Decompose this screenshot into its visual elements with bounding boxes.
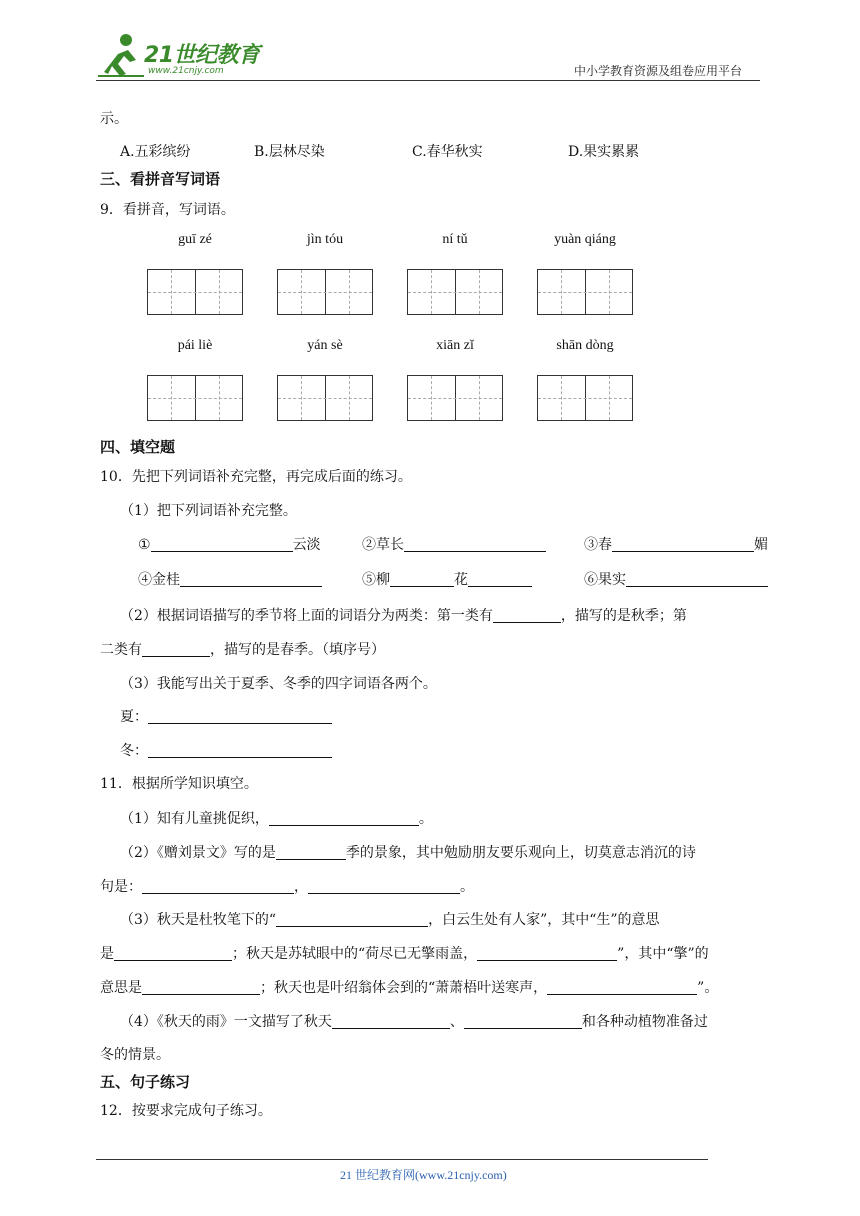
fill-item-6: ⑥果实 xyxy=(584,569,768,589)
answer-blank[interactable] xyxy=(142,879,294,894)
pinyin-label: xiān zǐ xyxy=(436,338,474,353)
question-10-2: （2）根据词语描写的季节将上面的词语分为两类：第一类有 ，描写的是秋季；第 xyxy=(120,608,687,624)
fill-item-3: ③春 媚 xyxy=(584,537,768,553)
writing-grid[interactable] xyxy=(277,269,373,315)
answer-blank[interactable] xyxy=(477,946,617,961)
header-platform-title: 中小学教育资源及组卷应用平台 xyxy=(574,64,743,78)
answer-blank[interactable] xyxy=(276,845,346,860)
answer-blank[interactable] xyxy=(468,572,532,587)
pinyin-label: shān dòng xyxy=(556,338,614,353)
answer-blank[interactable] xyxy=(180,572,322,587)
answer-blank[interactable] xyxy=(404,537,546,552)
pinyin-label: pái liè xyxy=(177,338,213,353)
logo-text: 21世纪教育 xyxy=(144,43,260,68)
prev-question-tail: 示。 xyxy=(100,111,128,127)
option-b: B.层林尽染 xyxy=(254,144,325,160)
question-10: 10．先把下列词语补充完整，再完成后面的练习。 xyxy=(100,469,412,485)
section-5-title: 五、句子练习 xyxy=(100,1073,191,1091)
answer-blank[interactable] xyxy=(390,572,454,587)
option-c: C.春华秋实 xyxy=(412,144,483,160)
question-11-3-cont2: 意思是 ；秋天也是叶绍翁体会到的“萧萧梧叶送寒声， ”。 xyxy=(100,980,719,996)
summer-line: 夏： xyxy=(120,706,332,726)
answer-blank[interactable] xyxy=(626,572,768,587)
writing-grid[interactable] xyxy=(537,375,633,421)
writing-grid[interactable] xyxy=(407,375,503,421)
answer-blank[interactable] xyxy=(148,709,332,724)
fill-item-4: ④金桂 xyxy=(138,569,322,589)
footer-rule xyxy=(96,1159,708,1160)
question-11: 11．根据所学知识填空。 xyxy=(100,776,258,792)
writing-grid[interactable] xyxy=(277,375,373,421)
fill-item-1: ① 云淡 xyxy=(138,537,321,553)
answer-blank[interactable] xyxy=(151,537,293,552)
answer-blank[interactable] xyxy=(142,980,260,995)
fill-item-2: ②草长 xyxy=(362,534,546,554)
pinyin-label: guī zé xyxy=(178,232,212,247)
question-11-2: （2）《赠刘景文》写的是 季的景象，其中勉励朋友要乐观向上，切莫意志消沉的诗 xyxy=(120,845,696,861)
footer-text: 21 世纪教育网(www.21cnjy.com) xyxy=(340,1168,507,1182)
section-3-title: 三、看拼音写词语 xyxy=(100,170,221,188)
answer-blank[interactable] xyxy=(308,879,460,894)
question-11-1: （1）知有儿童挑促织， 。 xyxy=(120,811,433,827)
pinyin-label: yuàn qiáng xyxy=(554,232,616,247)
question-12: 12．按要求完成句子练习。 xyxy=(100,1103,272,1119)
answer-blank[interactable] xyxy=(114,946,232,961)
question-10-2-cont: 二类有 ，描写的是春季。（填序号） xyxy=(100,642,385,658)
answer-blank[interactable] xyxy=(493,608,561,623)
section-4-title: 四、填空题 xyxy=(100,438,176,456)
pinyin-label: jìn tóu xyxy=(306,232,344,247)
fill-item-5: ⑤柳 花 xyxy=(362,569,532,589)
writing-grid[interactable] xyxy=(537,269,633,315)
option-d: D.果实累累 xyxy=(568,144,640,160)
runner-logo-icon xyxy=(96,32,146,78)
question-10-3: （3）我能写出关于夏季、冬季的四字词语各两个。 xyxy=(120,676,437,692)
question-11-4-cont: 冬的情景。 xyxy=(100,1047,170,1063)
pinyin-label: yán sè xyxy=(307,338,343,353)
answer-blank[interactable] xyxy=(332,1014,450,1029)
winter-line: 冬： xyxy=(120,740,332,760)
answer-blank[interactable] xyxy=(148,743,332,758)
answer-blank[interactable] xyxy=(276,912,428,927)
question-11-2-cont: 句是： ， 。 xyxy=(100,879,474,895)
answer-blank[interactable] xyxy=(464,1014,582,1029)
writing-grid[interactable] xyxy=(407,269,503,315)
question-11-4: （4）《秋天的雨》一文描写了秋天 、 和各种动植物准备过 xyxy=(120,1014,708,1030)
answer-blank[interactable] xyxy=(142,642,210,657)
answer-blank[interactable] xyxy=(269,811,419,826)
question-9: 9．看拼音，写词语。 xyxy=(100,202,235,218)
option-a: A.五彩缤纷 xyxy=(120,144,191,160)
header-rule xyxy=(96,80,760,81)
question-11-3: （3）秋天是杜牧笔下的“ ，白云生处有人家”，其中“生”的意思 xyxy=(120,912,660,928)
question-10-1: （1）把下列词语补充完整。 xyxy=(120,503,297,519)
site-logo xyxy=(96,32,266,80)
pinyin-label: ní tǔ xyxy=(442,232,468,247)
writing-grid[interactable] xyxy=(147,375,243,421)
answer-blank[interactable] xyxy=(547,980,697,995)
writing-grid[interactable] xyxy=(147,269,243,315)
question-11-3-cont: 是 ；秋天是苏轼眼中的“荷尽已无擎雨盖， ”，其中“擎”的 xyxy=(100,946,709,962)
logo-url: www.21cnjy.com xyxy=(148,66,224,76)
answer-blank[interactable] xyxy=(612,537,754,552)
